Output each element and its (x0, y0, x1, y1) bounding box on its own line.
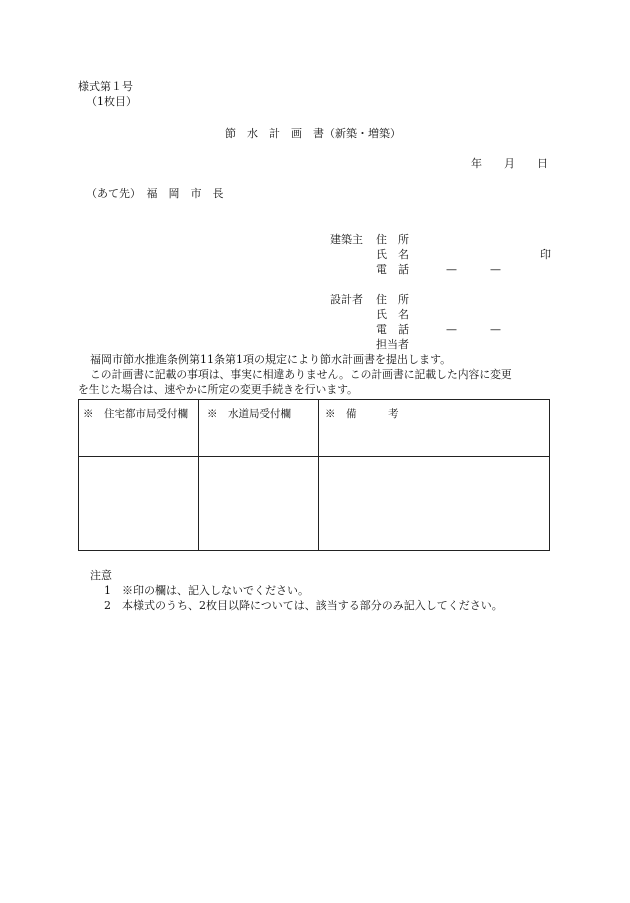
builder-address-label: 住 所 (376, 233, 409, 246)
statement-line-3: を生じた場合は、速やかに所定の変更手続きを行います。 (78, 383, 358, 396)
builder-label: 建築主 (330, 233, 363, 246)
designer-phone-dashes: — — (446, 323, 501, 336)
document-title: 節 水 計 画 書（新築・増築） (225, 127, 401, 140)
designer-label: 設計者 (330, 293, 363, 306)
statement-line-1: 福岡市節水推進条例第11条第1項の規定により節水計画書を提出します。 (90, 353, 452, 366)
sheet-number: （1枚目） (86, 95, 137, 108)
notes-heading: 注意 (90, 569, 112, 582)
builder-phone-dashes: — — (446, 263, 501, 276)
housing-bureau-field[interactable] (79, 457, 198, 550)
remarks-field[interactable] (319, 457, 549, 550)
note-item-2: 2 本様式のうち、2枚目以降については、該当する部分のみ記入してください。 (104, 599, 503, 612)
table-header-waterworks-bureau: ※ 水道局受付欄 (207, 408, 291, 420)
statement-line-2: この計画書に記載の事項は、事実に相違ありません。この計画書に記載した内容に変更 (90, 368, 512, 381)
designer-name-label: 氏 名 (376, 308, 409, 321)
note-item-1: 1 ※印の欄は、記入しないでください。 (104, 584, 309, 597)
addressee: （あて先） 福 岡 市 長 (86, 187, 224, 200)
reception-table (78, 399, 550, 551)
form-number: 様式第１号 (78, 80, 133, 93)
date-line: 年 月 日 (471, 157, 548, 170)
builder-phone-label: 電 話 (376, 263, 409, 276)
designer-address-label: 住 所 (376, 293, 409, 306)
designer-phone-label: 電 話 (376, 323, 409, 336)
seal-mark: 印 (540, 248, 551, 261)
table-header-housing-bureau: ※ 住宅都市局受付欄 (83, 408, 188, 420)
builder-name-label: 氏 名 (376, 248, 409, 261)
table-header-remarks: ※ 備 考 (325, 408, 399, 420)
waterworks-bureau-field[interactable] (199, 457, 318, 550)
designer-person-label: 担当者 (376, 338, 409, 351)
